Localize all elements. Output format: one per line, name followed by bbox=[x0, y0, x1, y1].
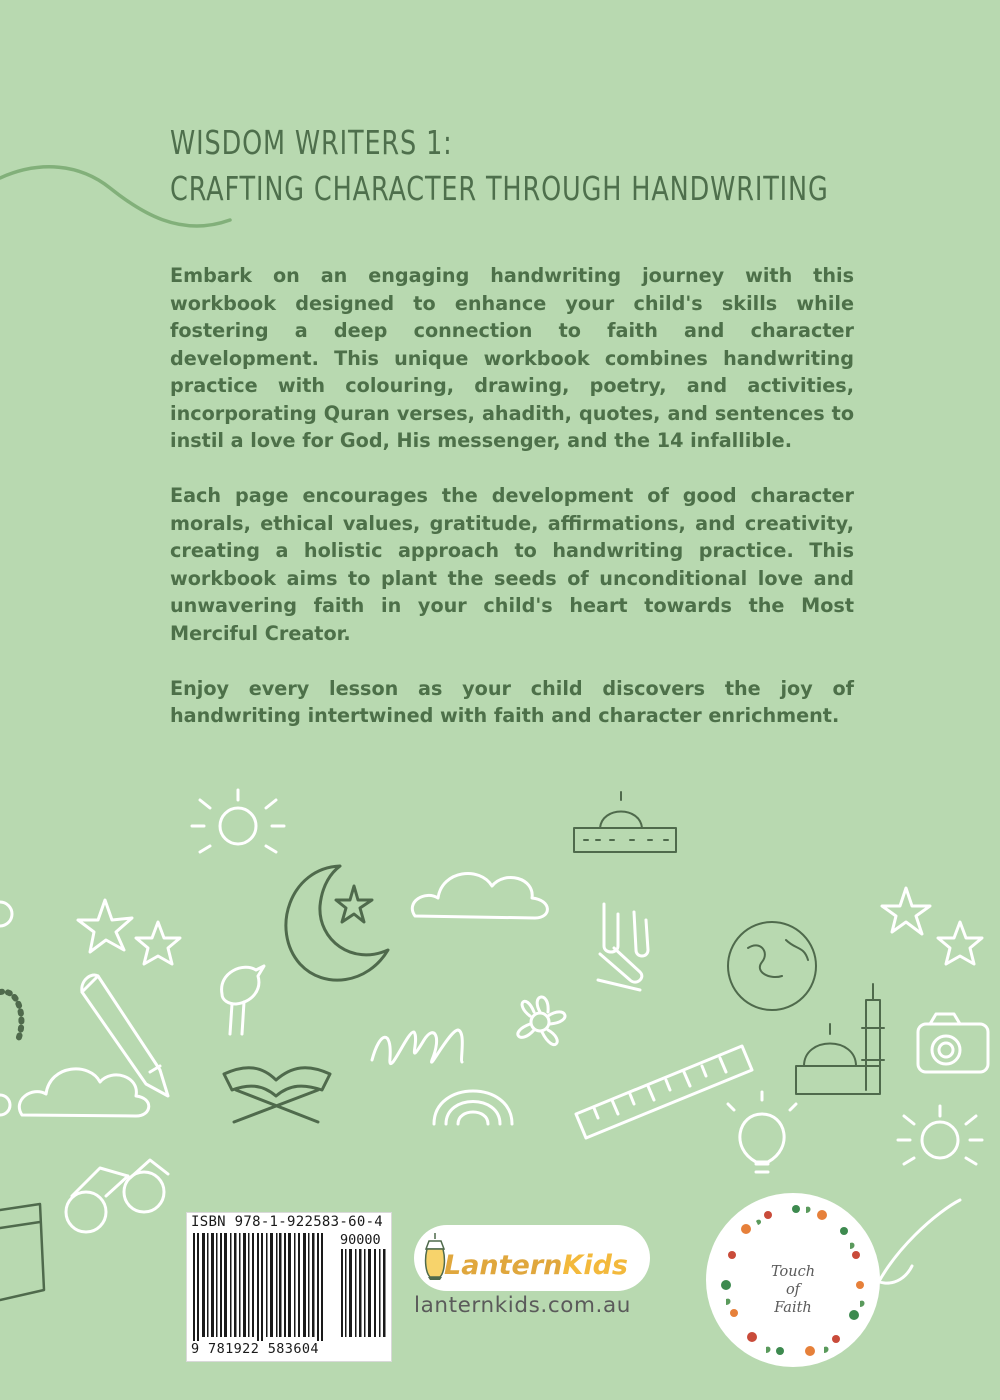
mosque-dome-icon bbox=[574, 792, 676, 852]
barcode bbox=[186, 1212, 392, 1362]
star-icon bbox=[938, 922, 982, 964]
cloud-icon bbox=[412, 874, 547, 919]
quran-icon bbox=[224, 1068, 330, 1122]
publisher-name bbox=[444, 1250, 628, 1281]
kaaba-icon bbox=[0, 1204, 44, 1300]
book-title bbox=[170, 120, 930, 212]
flower-icon bbox=[518, 997, 565, 1045]
bird-icon bbox=[222, 966, 264, 1034]
badge-text bbox=[706, 1263, 880, 1317]
blurb bbox=[170, 262, 854, 757]
blurb-paragraph: Embark on an engaging handwriting journey with this workbook designed to enhance your child's skills while fostering a deep connection to faith and character development. This unique workbook combines handwriting practice with colouring, drawing, poetry, and activities, incorporating Quran verses, ahadith, quotes, and sentences to instil a love for God, His messenger, and the 14 infallible. bbox=[170, 264, 854, 452]
badge-line-2: of bbox=[785, 1282, 801, 1298]
title-line-2: CRAFTING CHARACTER THROUGH HANDWRITING bbox=[170, 169, 829, 208]
publisher-url: lanternkids.com.au bbox=[414, 1293, 631, 1318]
crescent-star-icon bbox=[286, 866, 388, 980]
sun-icon bbox=[192, 790, 284, 852]
barcode-digits: 9 781922 583604 bbox=[191, 1341, 319, 1357]
minaret-icon bbox=[796, 984, 884, 1094]
blurb-paragraph: Each page encourages the development of good character morals, ethical values, gratitude, affirmations, and creativity, creating a holistic approach to handwriting practice. This workbook aims to plant the seeds of unconditional love and unwavering faith in your child's heart towards the Most Merciful Creator. bbox=[170, 484, 854, 645]
publisher-name-part2: Kids bbox=[562, 1250, 628, 1281]
touch-of-faith-badge bbox=[706, 1193, 880, 1367]
blurb-paragraph: Enjoy every lesson as your child discovers the joy of handwriting intertwined with faith and character enrichment. bbox=[170, 676, 854, 727]
globe-icon bbox=[728, 922, 816, 1010]
badge-line-1: Touch bbox=[770, 1264, 816, 1280]
prayer-beads-icon bbox=[0, 992, 21, 1040]
title-line-1: WISDOM WRITERS 1: bbox=[170, 123, 453, 162]
star-icon bbox=[882, 888, 930, 934]
star-icon bbox=[78, 900, 132, 952]
cloud-icon bbox=[19, 1069, 148, 1116]
camera-icon bbox=[918, 1014, 988, 1072]
spiral-icon bbox=[372, 1030, 462, 1064]
isbn-addon: 90000 bbox=[340, 1232, 381, 1248]
ruler-icon bbox=[576, 1046, 752, 1138]
publisher-name-part1: Lantern bbox=[444, 1250, 563, 1281]
star-icon bbox=[136, 922, 180, 964]
rainbow-icon bbox=[434, 1091, 512, 1124]
badge-line-3: Faith bbox=[774, 1300, 812, 1316]
lightbulb-icon bbox=[728, 1092, 796, 1172]
smiley-icon bbox=[870, 1200, 960, 1300]
sun-icon bbox=[898, 1106, 982, 1164]
binoculars-icon bbox=[66, 1160, 168, 1232]
isbn-label: ISBN 978-1-922583-60-4 bbox=[191, 1214, 384, 1230]
paperclip-icon bbox=[598, 904, 648, 990]
